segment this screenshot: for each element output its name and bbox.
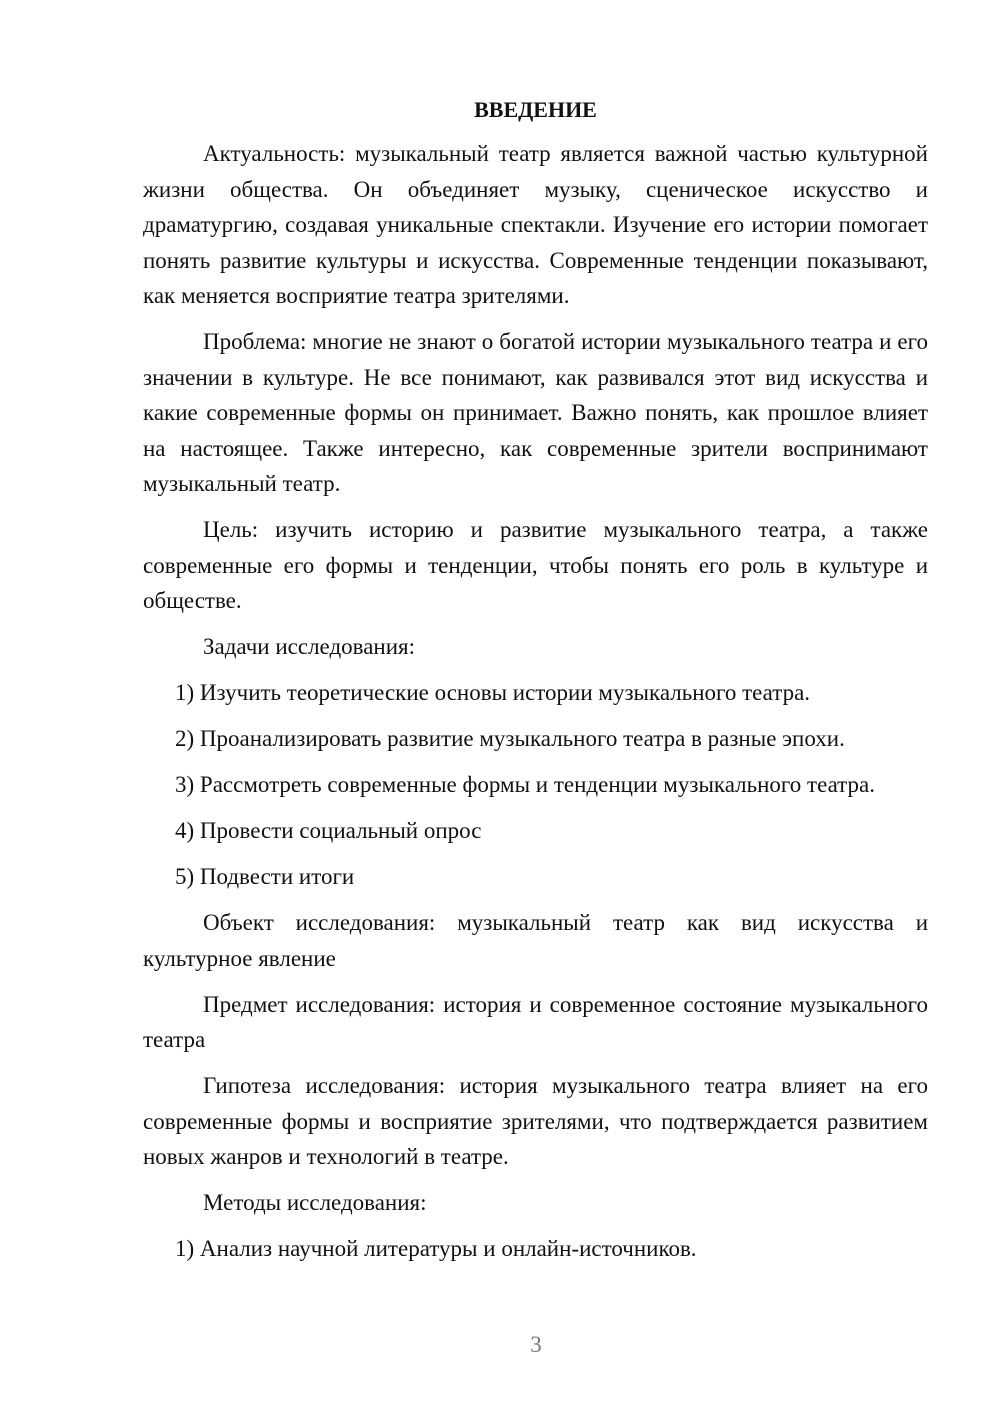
paragraph-goal: Цель: изучить историю и развитие музыкального театра, а также современные его формы и тенденции, чтобы понять его роль в культуре и обществе.	[143, 517, 928, 613]
task-item-1: 1) Изучить теоретические основы истории музыкального театра.	[175, 680, 811, 705]
paragraph-tasks-heading: Задачи исследования:	[203, 634, 416, 659]
paragraph-relevance: Актуальность: музыкальный театр является важной частью культурной жизни общества. Он объединяет музыку, сценическое искусство и драматургию, создавая уникальные спектакли. Изучение его истории помогает понять развитие культуры и искусства. Современные тенденции показывают, как меняется восприятие театра зрителями.	[143, 141, 928, 308]
method-item-1: 1) Анализ научной литературы и онлайн-источников.	[175, 1236, 697, 1261]
paragraph-methods-heading: Методы исследования:	[203, 1190, 427, 1215]
section-title: ВВЕДЕНИЕ	[474, 97, 597, 122]
task-item-4: 4) Провести социальный опрос	[175, 818, 482, 843]
task-item-5: 5) Подвести итоги	[175, 864, 355, 889]
paragraph-object: Объект исследования: музыкальный театр как вид искусства и культурное явление	[143, 910, 928, 971]
paragraph-subject: Предмет исследования: история и современное состояние музыкального театра	[143, 991, 928, 1052]
paragraph-hypothesis: Гипотеза исследования: история музыкального театра влияет на его современные формы и восприятие зрителями, что подтверждается развитием новых жанров и технологий в театре.	[143, 1073, 928, 1169]
paragraph-problem: Проблема: многие не знают о богатой истории музыкального театра и его значении в культуре. Не все понимают, как развивался этот вид искусства и какие современные формы он принимает. Важно понять, как прошлое влияет на настоящее. Также интересно, как современные зрители воспринимают музыкальный театр.	[143, 329, 928, 496]
task-item-3: 3) Рассмотреть современные формы и тенденции музыкального театра.	[175, 772, 875, 797]
task-item-2: 2) Проанализировать развитие музыкального театра в разные эпохи.	[175, 726, 845, 751]
document-body	[143, 94, 928, 1277]
page-number: 3	[530, 1332, 542, 1357]
